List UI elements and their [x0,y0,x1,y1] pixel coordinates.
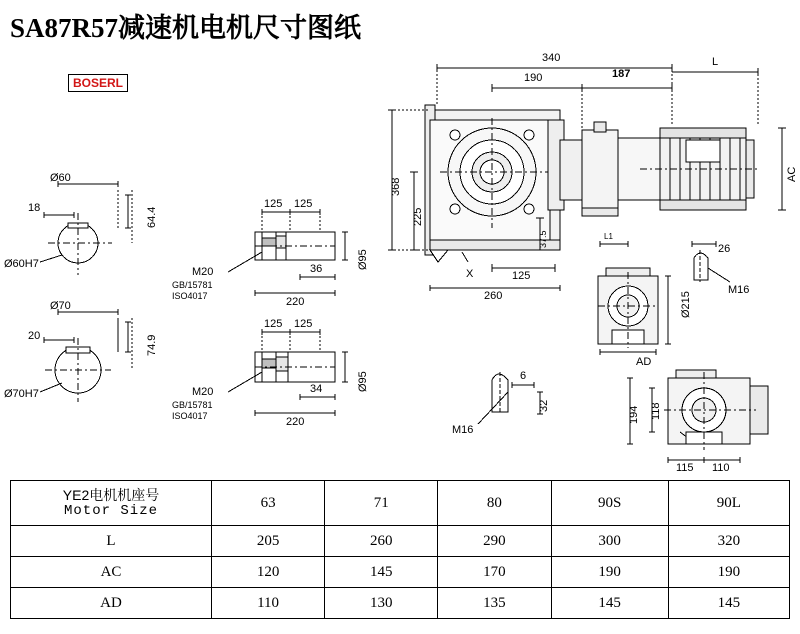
label-125a: 125 [264,198,283,210]
table-header-cell [11,481,212,526]
table-cell: 130 [325,588,438,619]
label-260: 260 [484,290,503,302]
table-cell: 80 [438,481,551,526]
table-cell: 90S [551,481,668,526]
label-6: 6 [520,370,527,382]
label-iso-a: ISO4017 [172,291,208,301]
label-d95b: Ø95 [357,371,369,392]
page-title: SA87R57减速机电机尺寸图纸 [10,13,362,43]
label-115: 115 [676,462,694,474]
label-M16b: M16 [452,424,474,436]
table-cell: 290 [438,526,551,557]
table-cell: 190 [551,557,668,588]
table-cell: 63 [212,481,325,526]
label-d60-h7: Ø60H7 [4,258,39,270]
label-32: 32 [538,399,550,412]
label-d95a: Ø95 [357,249,369,270]
table-cell: 145 [551,588,668,619]
label-m20b: M20 [192,386,214,398]
label-125b: 125 [294,198,313,210]
label-36: 36 [310,263,323,275]
table-header-cell: L [11,526,212,557]
label-gb-a: GB/15781 [172,280,213,290]
label-m20a: M20 [192,266,214,278]
label-M16a: M16 [728,284,750,296]
label-125e: 125 [512,270,531,282]
label-L1: L1 [604,232,613,241]
table-header-cell: AC [11,557,212,588]
table-row [11,481,790,526]
table-cell: 145 [668,588,789,619]
motor-size-table [10,480,790,619]
table-row [11,557,790,588]
label-26: 26 [718,243,731,255]
table-header-cell: AD [11,588,212,619]
table-row [11,588,790,619]
label-d70-h7: Ø70H7 [4,388,39,400]
label-37-5: 37.5 [538,230,548,248]
label-118: 118 [650,402,662,420]
table-cell: 260 [325,526,438,557]
label-187: 187 [612,68,631,80]
label-h749: 74.9 [146,334,158,356]
table-cell: 300 [551,526,668,557]
label-X: X [466,268,474,280]
label-AD: AD [636,356,652,368]
label-368: 368 [390,177,402,196]
label-h644: 64.4 [146,206,158,228]
label-key18: 18 [28,202,41,214]
label-34: 34 [310,383,323,395]
label-d215: Ø215 [680,291,692,318]
label-220a: 220 [286,296,305,308]
table-cell: 145 [325,557,438,588]
table-cell: 71 [325,481,438,526]
label-340: 340 [542,52,561,64]
table-cell: 205 [212,526,325,557]
label-125d: 125 [294,318,313,330]
label-125c: 125 [264,318,283,330]
label-L: L [712,56,719,68]
table-cell: 90L [668,481,789,526]
table-cell: 170 [438,557,551,588]
label-AC: AC [786,166,798,182]
label-key20: 20 [28,330,41,342]
header-cn: YE2电机机座号 [62,486,160,503]
label-d60: Ø60 [50,172,71,184]
table-cell: 135 [438,588,551,619]
label-225: 225 [412,207,424,226]
label-190: 190 [524,72,543,84]
table-cell: 190 [668,557,789,588]
label-110: 110 [712,462,730,474]
brand-logo: BOSERL [68,74,128,92]
table-cell: 320 [668,526,789,557]
label-194: 194 [628,405,640,424]
label-220b: 220 [286,416,305,428]
label-d70: Ø70 [50,300,71,312]
header-en: Motor Size [63,503,158,520]
table-cell: 110 [212,588,325,619]
label-iso-b: ISO4017 [172,411,208,421]
label-gb-b: GB/15781 [172,400,213,410]
table-row [11,526,790,557]
table-cell: 120 [212,557,325,588]
